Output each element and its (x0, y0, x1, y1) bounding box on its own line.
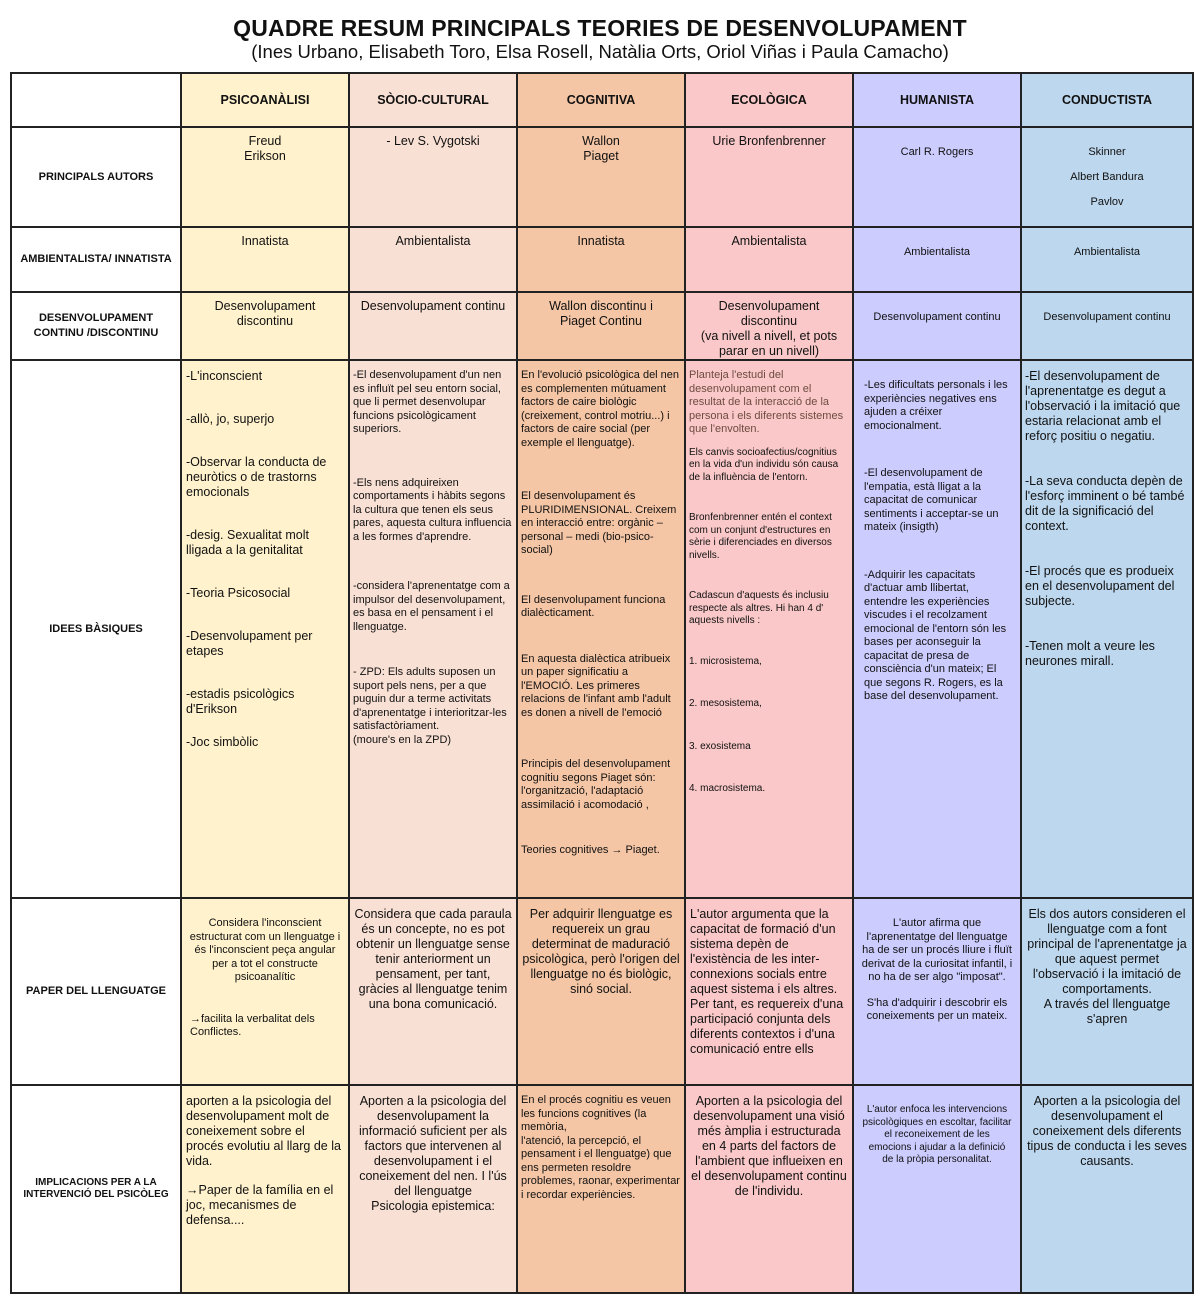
cell-ambientalista-socio-cultural: Ambientalista (349, 227, 517, 292)
col-header-conductista: CONDUCTISTA (1021, 73, 1193, 127)
cell-implicacions-socio-cultural: Aporten a la psicologia del desenvolupament la informació suficient per als factors que intervenen al desenvolupament i el coneixement del nen. I l'ús del llenguatge Psicologia epistemica: (349, 1085, 517, 1293)
cell-autors-ecologica: Urie Bronfenbrenner (685, 127, 853, 227)
row-label-implicacions: IMPLICACIONS PER A LA INTERVENCIÓ DEL PSICÒLEG (11, 1085, 181, 1293)
cell-ambientalista-humanista: Ambientalista (853, 227, 1021, 292)
cell-llenguatge-humanista (853, 898, 1021, 1085)
row-ambientalista (11, 227, 1193, 292)
cell-llenguatge-psicoanalisi (181, 898, 349, 1085)
cell-text: aporten a la psicologia del desenvolupament molt de coneixement sobre el procés evolutiu al llarg de la vida. (186, 1094, 341, 1168)
list-item: -estadis psicològics d'Erikson (186, 687, 295, 716)
col-header-humanista: HUMANISTA (853, 73, 1021, 127)
cell-idees-ecologica (685, 360, 853, 898)
list-item: -L'inconscient (186, 369, 263, 383)
cell-llenguatge-ecologica: L'autor argumenta que la capacitat de formació d'un sistema depèn de l'existència de les inter-connexions socials entre aquest sistema i els altres. Per tant, es requereix d'una participació conjunta dels diferents contextos i d'una comunicació entre ells (685, 898, 853, 1085)
cell-text: →Paper de la família en el joc, mecanismes de defensa.... (186, 1183, 334, 1227)
cell-implicacions-humanista: L'autor enfoca les intervencions psicològiques en escoltar, facilitar el reconeixement de les emocions i ajudar a la definició de la pròpia personalitat. (853, 1085, 1021, 1293)
cell-implicacions-psicoanalisi (181, 1085, 349, 1293)
row-desenvolupament (11, 292, 1193, 360)
list-item: -La seva conducta depèn de l'esforç imminent o bé també dit de la significació del context. (1025, 474, 1185, 533)
list-item: -Les dificultats personals i les experiències negatives ens ajuden a créixer emocionalment. (864, 379, 1008, 432)
cell-desenvolupament-cognitiva: Wallon discontinu i Piaget Continu (517, 292, 685, 360)
list-item: -Adquirir les capacitats d'actuar amb llibertat, entendre les experiències viscudes i el recolzament emocional de l'entorn són les bases per aconseguir la capacitat de presa de consciència d'un mateix; El que segons R. Rogers, es la base del desenvolupament. (864, 568, 1007, 702)
cell-ambientalista-conductista: Ambientalista (1021, 227, 1193, 292)
row-idees (11, 360, 1193, 898)
list-item: Cadascun d'aquests és inclusiu respecte als altres. Hi han 4 d' aquests nivells : (689, 590, 829, 626)
page-title: QUADRE RESUM PRINCIPALS TEORIES DE DESENVOLUPAMENT (233, 15, 967, 41)
list-item: Teories cognitives → Piaget. (521, 844, 660, 856)
list-item: El desenvolupament funciona dialècticament. (521, 593, 666, 619)
list-item: Bronfenbrenner entén el context com un conjunt d'estructures en sèrie i diferenciades en diversos nivells. (689, 512, 832, 561)
cell-desenvolupament-socio-cultural: Desenvolupament continu (349, 292, 517, 360)
header-row (11, 73, 1193, 127)
list-item: - ZPD: Els adults suposen un suport pels nens, per a que puguin dur a terme activitats d'aprenentatge i interioritzar-les satisfactòriament. (moure's en la ZPD) (353, 666, 507, 746)
list-item: -El procés que es produeix en el desenvolupament del subjecte. (1025, 564, 1175, 608)
cell-llenguatge-cognitiva: Per adquirir llenguatge es requereix un grau determinat de maduració psicològica, però l'origen del llenguatge no és biològic, sinó social. (517, 898, 685, 1085)
list-item: -El desenvolupament de l'empatia, està lligat a la capacitat de comunicar sentiments i acceptar-se un mateix (insigth) (864, 467, 999, 533)
cell-desenvolupament-ecologica: Desenvolupament discontinu (va nivell a nivell, et pots parar en un nivell) (685, 292, 853, 360)
cell-text: Considera l'inconscient estructurat com un llenguatge i és l'inconscient peça angular per a tot el constructe psicoanalític (189, 917, 341, 983)
cell-ambientalista-cognitiva: Innatista (517, 227, 685, 292)
cell-ambientalista-psicoanalisi: Innatista (181, 227, 349, 292)
col-header-socio-cultural: SÒCIO-CULTURAL (349, 73, 517, 127)
list-item: En l'evolució psicològica del nen es complementen mútuament factors de caire biològic (creixement, control motriu...) i factors de caire social (per exemple el llenguatge). (521, 369, 680, 449)
list-item: -allò, jo, superjo (186, 412, 275, 426)
theories-table (10, 72, 1194, 1294)
row-label-autors: PRINCIPALS AUTORS (11, 127, 181, 227)
cell-implicacions-conductista: Aporten a la psicologia del desenvolupament el coneixement dels diferents tipus de conducta i les seves causants. (1021, 1085, 1193, 1293)
list-item: Planteja l'estudi del desenvolupament com el resultat de la interacció de la persona i els diferents sistemes que l'envolten. (689, 369, 844, 435)
cell-desenvolupament-psicoanalisi: Desenvolupament discontinu (181, 292, 349, 360)
list-item: -Teoria Psicosocial (186, 586, 291, 600)
row-label-llenguatge: PAPER DEL LLENGUATGE (11, 898, 181, 1085)
cell-autors-cognitiva: Wallon Piaget (517, 127, 685, 227)
cell-desenvolupament-humanista: Desenvolupament continu (853, 292, 1021, 360)
list-item: 3. exosistema (689, 740, 751, 752)
cell-idees-socio-cultural (349, 360, 517, 898)
list-item: Els canvis socioafectius/cognitius en la vida d'un individu són causa de la influència de l'entorn. (689, 446, 839, 483)
row-label-ambientalista: AMBIENTALISTA/ INNATISTA (11, 227, 181, 292)
cell-ambientalista-ecologica: Ambientalista (685, 227, 853, 292)
cell-implicacions-cognitiva: En el procés cognitiu es veuen les funcions cognitives (la memòria, l'atenció, la percepció, el pensament i el llenguatge) que ens permeten resoldre problemes, raonar, experimentar i recordar experiències. (517, 1085, 685, 1293)
list-item: -El desenvolupament d'un nen es influït pel seu entorn social, que li permet desenvolupar funcions psicològicament superiors. (353, 369, 502, 435)
list-item: -Tenen molt a veure les neurones mirall. (1025, 639, 1155, 668)
cell-autors-conductista: Skinner Albert Bandura Pavlov (1021, 127, 1193, 227)
cell-text: L'autor afirma que l'aprenentatge del llenguatge ha de ser un procés lliure i fluït derivat de la curiositat infantil, i no ha de ser algo "imposat". (861, 917, 1013, 983)
list-item: -desig. Sexualitat molt lligada a la genitalitat (186, 528, 309, 557)
cell-autors-socio-cultural: - Lev S. Vygotski (349, 127, 517, 227)
list-item: 2. mesosistema, (689, 698, 762, 709)
cell-idees-humanista (853, 360, 1021, 898)
list-item: -El desenvolupament de l'aprenentatge es degut a l'observació i la imitació que estaria relacionat amb el reforç positiu o negatiu. (1025, 369, 1181, 443)
col-header-psicoanalisi: PSICOANÀLISI (181, 73, 349, 127)
cell-text: S'ha d'adquirir i descobrir els coneixements per un mateix. (866, 996, 1008, 1022)
list-item: -Observar la conducta de neuròtics o de trastorns emocionals (186, 455, 327, 499)
cell-idees-conductista (1021, 360, 1193, 898)
row-label-desenvolupament: DESENVOLUPAMENT CONTINU /DISCONTINU (11, 292, 181, 360)
cell-llenguatge-conductista: Els dos autors consideren el llenguatge com a font principal de l'aprenentatge ja que aquest permet l'observació i la imitació de comportaments. A través del llenguatge s'apren (1021, 898, 1193, 1085)
cell-text: →facilita la verbalitat dels Conflictes. (190, 1012, 315, 1038)
row-implicacions (11, 1085, 1193, 1293)
cell-llenguatge-socio-cultural: Considera que cada paraula és un concepte, no es pot obtenir un llenguatge sense tenir anteriorment un pensament, per tant, gràcies al llenguatge tenim una bona comunicació. (349, 898, 517, 1085)
row-llenguatge (11, 898, 1193, 1085)
list-item: 1. microsistema, (689, 655, 762, 667)
cell-autors-psicoanalisi: Freud Erikson (181, 127, 349, 227)
col-header-ecologica: ECOLÒGICA (685, 73, 853, 127)
cell-desenvolupament-conductista: Desenvolupament continu (1021, 292, 1193, 360)
col-header-cognitiva: COGNITIVA (517, 73, 685, 127)
list-item: Principis del desenvolupament cognitiu segons Piaget són: l'organització, l'adaptació assimilació i acomodació , (521, 758, 671, 811)
cell-implicacions-ecologica: Aporten a la psicologia del desenvolupament una visió més àmplia i estructurada en 4 parts del factors de l'ambient que influeixen en el desenvolupament continu de l'individu. (685, 1085, 853, 1293)
document-header (0, 0, 1200, 72)
page-subtitle: (Ines Urbano, Elisabeth Toro, Elsa Rosell, Natàlia Orts, Oriol Viñas i Paula Camacho) (251, 41, 949, 62)
list-item: -considera l'aprenentatge com a impulsor del desenvolupament, es basa en el pensament i el llenguatge. (353, 580, 510, 633)
list-item: -Els nens adquireixen comportaments i hàbits segons la cultura que tenen els seus pares, aquesta cultura influencia a les formes d'aprendre. (353, 476, 512, 543)
row-label-idees: IDEES BÀSIQUES (11, 360, 181, 898)
row-autors (11, 127, 1193, 227)
cell-autors-humanista: Carl R. Rogers (853, 127, 1021, 227)
list-item: El desenvolupament és PLURIDIMENSIONAL. Creixem en interacció entre: orgànic – personal – medi (bio-psico-social) (521, 490, 677, 556)
list-item: -Joc simbòlic (186, 735, 259, 749)
cell-idees-psicoanalisi (181, 360, 349, 898)
list-item: 4. macrosistema. (689, 783, 766, 794)
cell-idees-cognitiva (517, 360, 685, 898)
list-item: En aquesta dialèctica atribueix un paper significatiu a l'EMOCIÓ. Les primeres relacions de l'infant amb l'adult es donen a nivell de l'emoció (521, 652, 671, 719)
list-item: -Desenvolupament per etapes (186, 629, 313, 658)
corner-cell (11, 73, 181, 127)
